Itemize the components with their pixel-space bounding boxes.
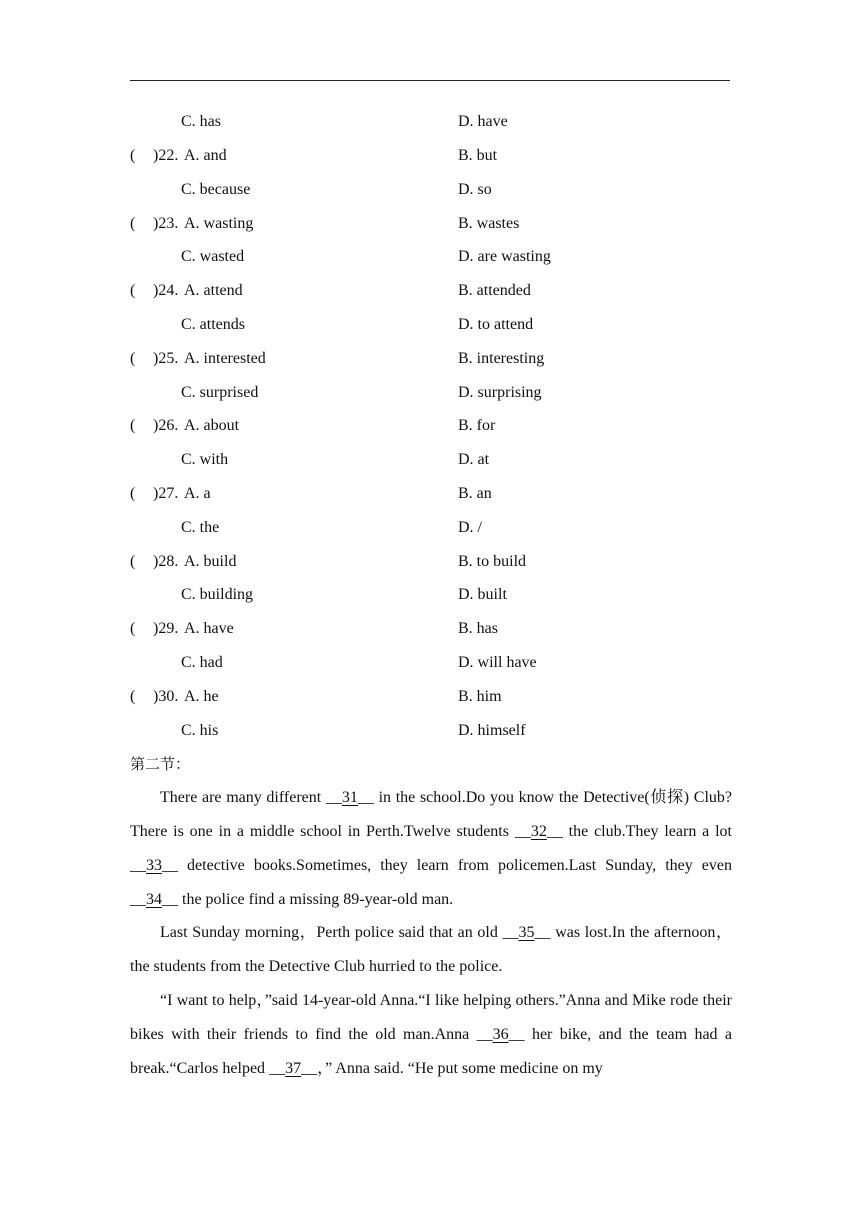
question-number: )30. — [153, 688, 179, 705]
blank-34[interactable]: 34 — [146, 891, 162, 908]
question-21-tail — [0, 105, 860, 139]
blank-32[interactable]: 32 — [530, 823, 547, 840]
option-d: D. built — [458, 586, 507, 603]
section-2-title: 第二节： — [130, 755, 191, 773]
answer-bracket[interactable]: ( — [130, 215, 136, 232]
option-c: C. with — [181, 451, 229, 468]
option-c: C. the — [181, 519, 220, 536]
answer-bracket[interactable]: ( — [130, 350, 136, 367]
question-row-cont — [0, 578, 860, 612]
question-row-cont — [0, 714, 860, 748]
option-a: A. wasting — [184, 215, 254, 232]
question-row-cont — [0, 240, 860, 274]
answer-bracket[interactable]: ( — [130, 620, 136, 637]
blank-31[interactable]: 31 — [341, 789, 358, 806]
blank-35[interactable]: 35 — [518, 924, 535, 941]
question-number: )22. — [153, 147, 179, 164]
question-row — [0, 342, 860, 376]
option-d: D. have — [458, 113, 508, 130]
option-c: C. building — [181, 586, 254, 603]
answer-bracket[interactable]: ( — [130, 417, 136, 434]
option-a: A. about — [184, 417, 240, 434]
question-row-cont — [0, 308, 860, 342]
option-b: B. but — [458, 147, 498, 164]
passage-paragraph-2: Last Sunday morning，Perth police said that an old __35__ was lost.In the afternoon，the students from the Detective Club hurried to the police. — [130, 924, 732, 975]
option-a: A. interested — [184, 350, 266, 367]
option-d: D. surprising — [458, 384, 542, 401]
question-number: )28. — [153, 553, 179, 570]
blank-slot[interactable]: __31__ — [325, 789, 374, 806]
blank-37[interactable]: 37 — [285, 1060, 302, 1077]
blank-slot[interactable]: __34__ — [130, 891, 178, 908]
question-row — [0, 612, 860, 646]
question-number: )27. — [153, 485, 179, 502]
question-row — [0, 409, 860, 443]
option-d: D. will have — [458, 654, 537, 671]
option-b: B. attended — [458, 282, 531, 299]
option-a: A. and — [184, 147, 227, 164]
question-row-cont — [0, 511, 860, 545]
option-b: B. for — [458, 417, 496, 434]
option-c: C. has — [181, 113, 221, 130]
question-number: )24. — [153, 282, 179, 299]
option-a: A. build — [184, 553, 237, 570]
option-b: B. an — [458, 485, 492, 502]
answer-bracket[interactable]: ( — [130, 688, 136, 705]
passage-paragraph-1: There are many different __31__ in the school.Do you know the Detective(侦探) Club? There is one in a middle school in Perth.Twelve students __32__ the club.They learn a lot __33__ detective books.Sometimes, they learn from policemen.Last Sunday, they even __34__ the police find a missing 89-year-old man. — [130, 789, 733, 908]
option-d: D. to attend — [458, 316, 534, 333]
question-row — [0, 139, 860, 173]
option-d: D. so — [458, 181, 492, 198]
question-row-cont — [0, 376, 860, 410]
question-row-cont — [0, 646, 860, 680]
question-number: )26. — [153, 417, 179, 434]
question-row — [0, 207, 860, 241]
question-row-cont — [0, 173, 860, 207]
answer-bracket[interactable]: ( — [130, 485, 136, 502]
option-a: A. attend — [184, 282, 243, 299]
option-b: B. has — [458, 620, 498, 637]
option-c: C. had — [181, 654, 223, 671]
option-d: D. / — [458, 519, 482, 536]
question-row-cont — [0, 443, 860, 477]
option-c: C. wasted — [181, 248, 245, 265]
question-number: )23. — [153, 215, 179, 232]
option-a: A. a — [184, 485, 211, 502]
blank-slot[interactable]: __36__ — [476, 1026, 525, 1043]
option-a: A. he — [184, 688, 219, 705]
question-number: )29. — [153, 620, 179, 637]
option-b: B. interesting — [458, 350, 545, 367]
blank-slot[interactable]: __37__ — [269, 1060, 318, 1077]
option-c: C. because — [181, 181, 251, 198]
option-c: C. his — [181, 722, 219, 739]
option-b: B. him — [458, 688, 502, 705]
option-c: C. surprised — [181, 384, 259, 401]
question-row — [0, 680, 860, 714]
option-c: C. attends — [181, 316, 245, 333]
option-d: D. at — [458, 451, 490, 468]
blank-33[interactable]: 33 — [146, 857, 162, 874]
question-row — [0, 477, 860, 511]
answer-bracket[interactable]: ( — [130, 282, 136, 299]
question-number: )25. — [153, 350, 179, 367]
blank-slot[interactable]: __33__ — [130, 857, 178, 874]
option-d: D. are wasting — [458, 248, 551, 265]
header-rule — [130, 80, 730, 81]
blank-slot[interactable]: __35__ — [502, 924, 551, 941]
option-a: A. have — [184, 620, 234, 637]
question-row — [0, 274, 860, 308]
answer-bracket[interactable]: ( — [130, 553, 136, 570]
blank-slot[interactable]: __32__ — [514, 823, 563, 840]
option-b: B. wastes — [458, 215, 520, 232]
passage-paragraph-3: “I want to help，”said 14-year-old Anna.“I like helping others.”Anna and Mike rode their bikes with their friends to find the old man.Anna __36__ her bike, and the team had a break.“Carlos helped __37__，” Anna said. “He put some medicine on my — [130, 992, 733, 1077]
blank-36[interactable]: 36 — [492, 1026, 509, 1043]
question-row — [0, 545, 860, 579]
answer-bracket[interactable]: ( — [130, 147, 136, 164]
option-d: D. himself — [458, 722, 526, 739]
option-b: B. to build — [458, 553, 527, 570]
